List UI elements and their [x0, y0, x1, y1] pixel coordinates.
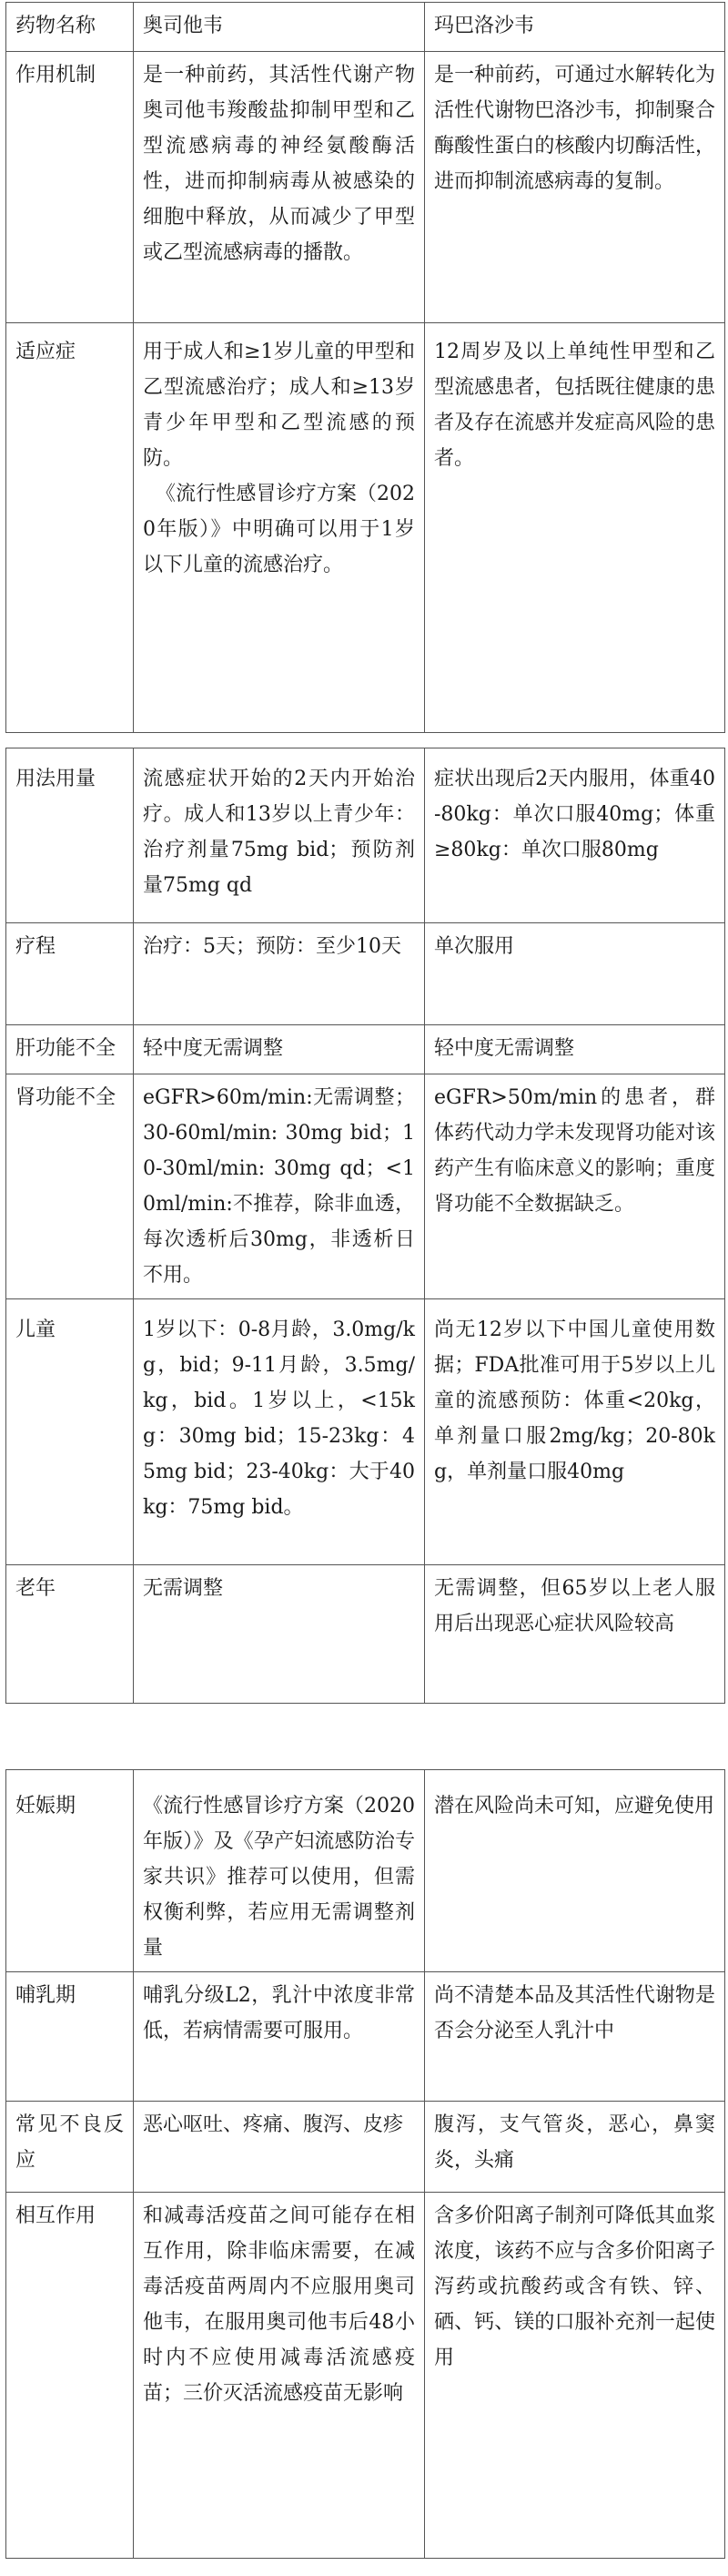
- table-row: [6, 2193, 725, 2559]
- table-row: [6, 1972, 725, 2102]
- baloxavir-cell: [425, 323, 725, 733]
- row-label: 哺乳期: [6, 1972, 134, 2102]
- header-drug-name: 药物名称: [6, 3, 134, 52]
- row-label: 肾功能不全: [6, 1074, 134, 1299]
- cell-text: 轻中度无需调整: [434, 1037, 575, 1060]
- cell-text: 含多价阳离子制剂可降低其血浆浓度，该药不应与含多价阳离子泻药或抗酸药或含有铁、锌、硒、钙、镁的口服补充剂一起使用: [434, 2204, 715, 2369]
- cell-text: 尚不清楚本品及其活性代谢物是否会分泌至人乳汁中: [434, 1984, 715, 2042]
- table-header-row: [6, 3, 725, 52]
- oseltamivir-cell: [134, 1025, 425, 1074]
- oseltamivir-cell: [134, 1972, 425, 2102]
- table-row: [6, 323, 725, 733]
- cell-text: 无需调整，但65岁以上老人服用后出现恶心症状风险较高: [434, 1577, 715, 1635]
- oseltamivir-cell: [134, 52, 425, 323]
- cell-text: 症状出现后2天内服用，体重40-80kg：单次口服40mg；体重≥80kg：单次口服80mg: [434, 768, 715, 861]
- cell-text: eGFR>50m/min的患者，群体药代动力学未发现肾功能对该药产生有临床意义的影响；重度肾功能不全数据缺乏。: [434, 1086, 715, 1216]
- row-label: 常见不良反应: [6, 2102, 134, 2193]
- baloxavir-cell: [425, 2193, 725, 2559]
- table-row: [6, 1565, 725, 1704]
- oseltamivir-cell: [134, 923, 425, 1025]
- cell-text: 《流行性感冒诊疗方案（2020年版）》及《孕产妇流感防治专家共识》推荐可以使用，但需权衡利弊，若应用无需调整剂量: [143, 1795, 415, 1960]
- cell-text: 腹泻，支气管炎，恶心，鼻窦炎，头痛: [434, 2113, 715, 2172]
- comparison-table-part-1: [5, 2, 725, 733]
- cell-text: 是一种前药，可通过水解转化为活性代谢物巴洛沙韦，抑制聚合酶酸性蛋白的核酸内切酶活性，进而抑制流感病毒的复制。: [434, 64, 715, 193]
- oseltamivir-cell: [134, 1565, 425, 1704]
- cell-text: 1岁以下：0-8月龄，3.0mg/kg，bid；9-11月龄，3.5mg/kg，bid。1岁以上，<15kg：30mg bid；15-23kg：45mg bid；23-40kg：大于40kg：75mg bid。: [143, 1319, 415, 1519]
- cell-text: 是一种前药，其活性代谢产物奥司他韦羧酸盐抑制甲型和乙型流感病毒的神经氨酸酶活性，进而抑制病毒从被感染的细胞中释放，从而减少了甲型或乙型流感病毒的播散。: [143, 64, 415, 264]
- baloxavir-cell: [425, 2102, 725, 2193]
- comparison-table-part-2: [5, 748, 725, 1704]
- table-row: [6, 923, 725, 1025]
- oseltamivir-cell: [134, 748, 425, 923]
- table-row: [6, 1770, 725, 1972]
- baloxavir-cell: [425, 1565, 725, 1704]
- cell-text: 治疗：5天；预防：至少10天: [143, 935, 401, 958]
- cell-text: 单次服用: [434, 935, 515, 958]
- table-row: [6, 52, 725, 323]
- cell-text: 12周岁及以上单纯性甲型和乙型流感患者，包括既往健康的患者及存在流感并发症高风险的患者。: [434, 341, 715, 470]
- baloxavir-cell: [425, 1972, 725, 2102]
- row-label: 作用机制: [6, 52, 134, 323]
- baloxavir-cell: [425, 923, 725, 1025]
- cell-text: 哺乳分级L2，乳汁中浓度非常低，若病情需要可服用。: [143, 1984, 415, 2042]
- baloxavir-cell: [425, 1770, 725, 1972]
- baloxavir-cell: [425, 1299, 725, 1565]
- oseltamivir-cell: [134, 2193, 425, 2559]
- row-label: 老年: [6, 1565, 134, 1704]
- row-label: 儿童: [6, 1299, 134, 1565]
- comparison-table-part-3: [5, 1769, 725, 2559]
- oseltamivir-cell: [134, 1770, 425, 1972]
- oseltamivir-cell: [134, 323, 425, 733]
- header-baloxavir: 玛巴洛沙韦: [425, 3, 725, 52]
- table-row: [6, 2102, 725, 2193]
- cell-text: 和减毒活疫苗之间可能存在相互作用，除非临床需要，在减毒活疫苗两周内不应服用奥司他韦，在服用奥司他韦后48小时内不应使用减毒活流感疫苗；三价灭活流感疫苗无影响: [143, 2204, 415, 2405]
- table-row: [6, 1025, 725, 1074]
- row-label: 妊娠期: [6, 1770, 134, 1972]
- cell-text: eGFR>60m/min:无需调整；30-60ml/min: 30mg bid；10-30ml/min: 30mg qd；<10ml/min:不推荐，除非血透，每次透析后30mg，非透析日不用。: [143, 1086, 415, 1287]
- oseltamivir-cell: [134, 1074, 425, 1299]
- baloxavir-cell: [425, 1025, 725, 1074]
- header-oseltamivir: 奥司他韦: [134, 3, 425, 52]
- cell-text: 无需调整: [143, 1577, 224, 1600]
- cell-text: 尚无12岁以下中国儿童使用数据；FDA批准可用于5岁以上儿童的流感预防：体重<20kg，单剂量口服2mg/kg；20-80kg，单剂量口服40mg: [434, 1319, 715, 1483]
- cell-text: 恶心呕吐、疼痛、腹泻、皮疹: [143, 2113, 404, 2136]
- row-label: 相互作用: [6, 2193, 134, 2559]
- row-label: 疗程: [6, 923, 134, 1025]
- cell-text: 流感症状开始的2天内开始治疗。成人和13岁以上青少年：治疗剂量75mg bid；预防剂量75mg qd: [143, 768, 415, 897]
- row-label: 肝功能不全: [6, 1025, 134, 1074]
- table-row: [6, 748, 725, 923]
- baloxavir-cell: [425, 52, 725, 323]
- table-row: [6, 1299, 725, 1565]
- oseltamivir-cell: [134, 2102, 425, 2193]
- table-row: [6, 1074, 725, 1299]
- cell-text: 用于成人和≥1岁儿童的甲型和乙型流感治疗；成人和≥13岁青少年甲型和乙型流感的预防。: [143, 341, 415, 470]
- cell-text: 潜在风险尚未可知，应避免使用: [434, 1795, 715, 1817]
- row-label: 用法用量: [6, 748, 134, 923]
- cell-text: 《流行性感冒诊疗方案（2020年版）》中明确可以用于1岁以下儿童的流感治疗。: [143, 483, 415, 576]
- baloxavir-cell: [425, 748, 725, 923]
- row-label: 适应症: [6, 323, 134, 733]
- baloxavir-cell: [425, 1074, 725, 1299]
- oseltamivir-cell: [134, 1299, 425, 1565]
- cell-text: 轻中度无需调整: [143, 1037, 284, 1060]
